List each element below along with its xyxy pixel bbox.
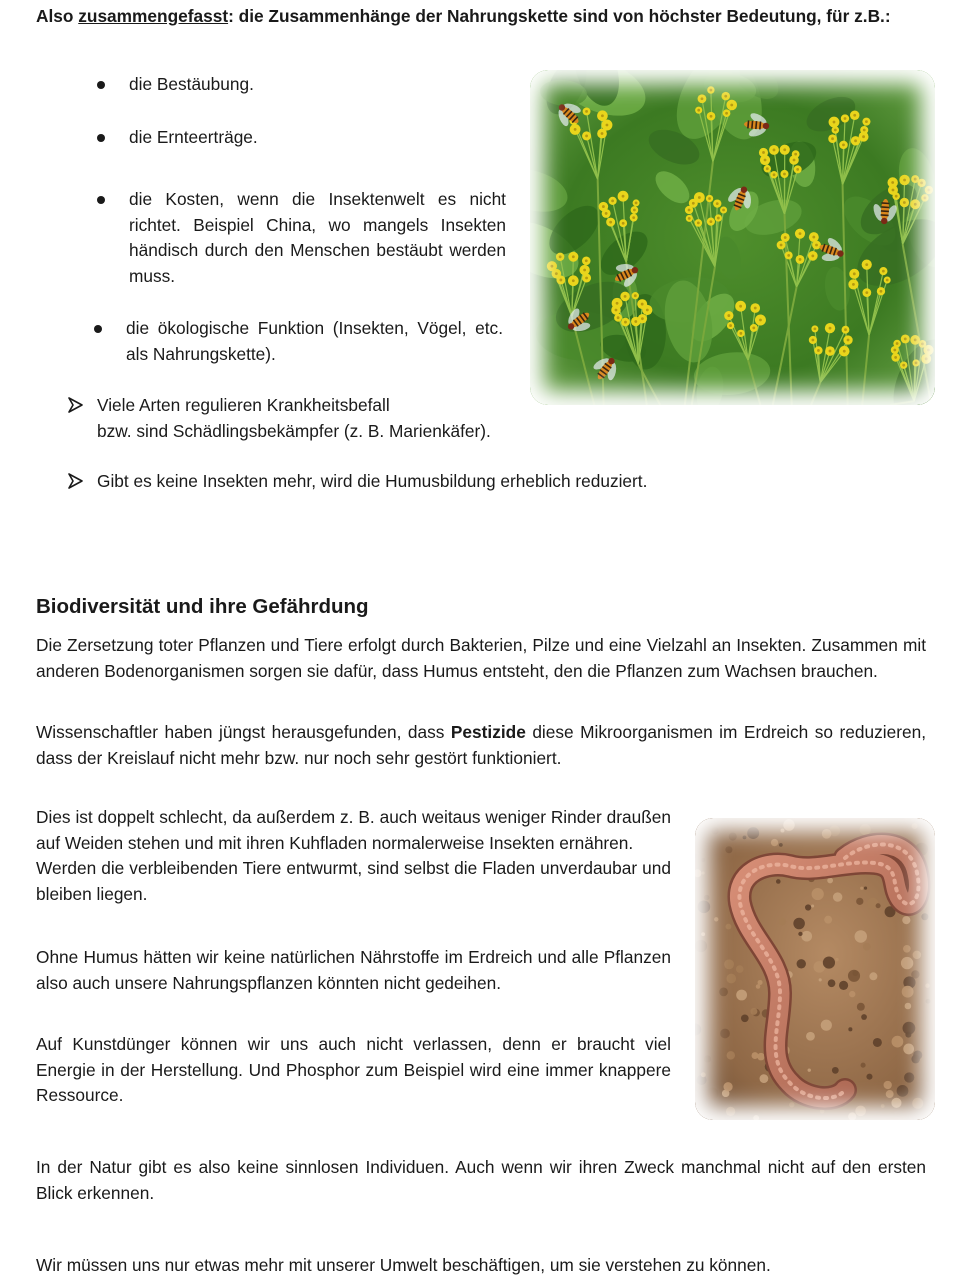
earthworm-photo xyxy=(695,818,935,1120)
list-item: Viele Arten regulieren Krankheitsbefall bzw. sind Schädlingsbekämpfer (z. B. Marienkäfer). xyxy=(68,393,948,444)
paragraph-cattle: Dies ist doppelt schlecht, da außerdem z. B. auch weitaus weniger Rinder draußen auf Weiden stehen und mit ihren Kuhfladen normalerweise Insekten ernähren. Werden die verbleibenden Tiere entwurmt, sind selbst die Fladen unverdaubar und bleiben liegen. xyxy=(36,807,671,904)
list-item: die Bestäubung. xyxy=(96,72,506,98)
list-item: Gibt es keine Insekten mehr, wird die Humusbildung erheblich reduziert. xyxy=(68,469,948,495)
paragraph-fertilizer: Auf Kunstdünger können wir uns auch nicht verlassen, denn er braucht viel Energie in der Herstellung. Und Phosphor zum Beispiel wird eine immer knappere Ressource. xyxy=(36,1034,671,1105)
arrowhead-icon xyxy=(68,397,83,413)
paragraph-decomposition: Die Zersetzung toter Pflanzen und Tiere erfolgt durch Bakterien, Pilze und eine Vielzahl an Insekten. Zusammen mit anderen Bodenorganismen sorgen sie dafür, dass Humus entsteht, den die Pflanzen zum Wachsen brauchen. xyxy=(36,635,926,681)
earthworm-icon xyxy=(695,818,935,1120)
paragraph-pesticides: Wissenschaftler haben jüngst herausgefunden, dass Pestizide diese Mikroorganismen im Erdreich so reduzieren, dass der Kreislauf nicht mehr bzw. nur noch sehr gestört funktioniert. xyxy=(36,722,926,768)
arrowhead-icon xyxy=(68,473,83,489)
paragraph-humus: Ohne Humus hätten wir keine natürlichen Nährstoffe im Erdreich und alle Pflanzen also auch unsere Nahrungspflanzen könnten nicht gedeihen. xyxy=(36,947,671,993)
hoverflies-flowers-icon xyxy=(530,70,935,405)
hoverflies-flowers-photo xyxy=(530,70,935,405)
list-item: die Kosten, wenn die Insektenwelt es nicht richtet. Beispiel China, wo mangels Insekten händisch durch den Menschen bestäubt werden muss. xyxy=(96,187,506,289)
intro-underlined-word: zusammengefasst xyxy=(78,6,229,26)
pesticide-highlight: Pestizide xyxy=(450,722,526,742)
bullet-list xyxy=(96,72,506,367)
section-heading: Biodiversität und ihre Gefährdung xyxy=(36,595,369,618)
list-item: die ökologische Funktion (Insekten, Vögel, etc. als Nahrungskette). xyxy=(93,316,503,367)
list-item: die Ernteerträge. xyxy=(96,125,506,151)
arrow-list xyxy=(68,393,948,495)
paragraph-closing: Wir müssen uns nur etwas mehr mit unserer Umwelt beschäftigen, um sie verstehen zu können. xyxy=(36,1255,771,1275)
paragraph-individuals: In der Natur gibt es also keine sinnlosen Individuen. Auch wenn wir ihren Zweck manchmal nicht auf den ersten Blick erkennen. xyxy=(36,1157,926,1203)
intro-heading: Also zusammengefasst: die Zusammenhänge der Nahrungskette sind von höchster Bedeutung, für z.B.: xyxy=(36,6,891,26)
